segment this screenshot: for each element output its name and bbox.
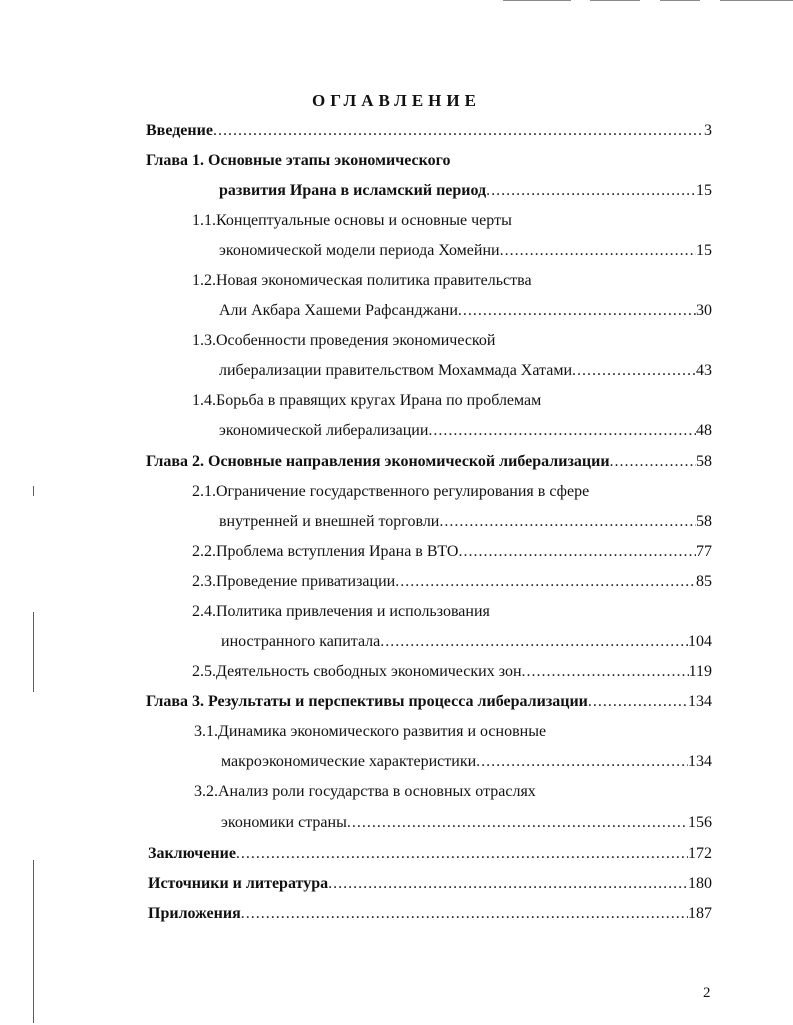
toc-section-2-1-heading: 2.1.Ограничение государственного регулирования в сфере: [192, 483, 590, 500]
toc-section-1-3-heading: 1.3.Особенности проведения экономической: [192, 332, 496, 349]
toc-section-1-2: [219, 301, 712, 321]
toc-page-number: 43: [696, 362, 712, 379]
toc-page-number: 134: [688, 693, 712, 710]
scan-artifact-top-1: [503, 0, 571, 1]
toc-page-number: 77: [696, 543, 712, 560]
toc-section-1-2-heading: 1.2.Новая экономическая политика правительства: [192, 272, 532, 289]
toc-entry-intro: [146, 121, 712, 141]
toc-leader-dots: [458, 542, 696, 562]
toc-leader-dots: [328, 874, 688, 894]
toc-leader-dots: [522, 662, 689, 682]
toc-entry-sources: [148, 874, 712, 894]
toc-label: макроэкономические характеристики: [221, 753, 477, 770]
toc-leader-dots: [380, 632, 688, 652]
toc-page-number: 58: [696, 513, 712, 530]
toc-section-2-4: [221, 632, 712, 652]
toc-page-number: 58: [696, 453, 712, 470]
toc-label: Заключение: [148, 845, 236, 862]
toc-section-1-4-heading: 1.4.Борьба в правящих кругах Ирана по проблемам: [192, 392, 542, 409]
toc-section-2-2: [192, 542, 712, 562]
toc-section-3-1: [221, 752, 712, 772]
toc-page-number: 172: [688, 845, 712, 862]
scan-artifact-left-3: [33, 860, 34, 1023]
toc-label: развития Ирана в исламский период: [219, 182, 487, 199]
toc-chapter-1: [219, 181, 712, 201]
toc-leader-dots: [476, 752, 688, 772]
toc-label: иностранного капитала: [221, 633, 381, 650]
toc-page-number: 104: [688, 633, 712, 650]
toc-label: внутренней и внешней торговли: [219, 513, 440, 530]
toc-page-number: 3: [704, 122, 712, 139]
toc-label: 2.3.Проведение приватизации: [192, 573, 396, 590]
toc-label: экономической модели периода Хомейни: [219, 242, 500, 259]
scan-artifact-left-2: [33, 612, 34, 692]
toc-leader-dots: [428, 421, 696, 441]
toc-page-number: 134: [688, 753, 712, 770]
toc-label: Глава 2. Основные направления экономической либерализации: [146, 453, 610, 470]
scan-artifact-top-3: [660, 0, 700, 1]
toc-leader-dots: [458, 301, 696, 321]
toc-label: экономики страны: [221, 814, 347, 831]
toc-section-2-5: [192, 662, 712, 682]
toc-leader-dots: [486, 181, 696, 201]
toc-label: Источники и литература: [148, 875, 329, 892]
toc-section-2-3: [192, 572, 712, 592]
toc-label: либерализации правительством Мохаммада Хатами: [219, 362, 573, 379]
toc-leader-dots: [572, 361, 696, 381]
toc-chapter-1-heading: Глава 1. Основные этапы экономического: [146, 152, 451, 169]
toc-leader-dots: [213, 121, 704, 141]
toc-label: Али Акбара Хашеми Рафсанджани: [219, 302, 458, 319]
toc-chapter-3: [146, 692, 712, 712]
toc-entry-conclusion: [148, 844, 712, 864]
toc-leader-dots: [395, 572, 696, 592]
toc-section-2-4-heading: 2.4.Политика привлечения и использования: [192, 603, 490, 620]
toc-section-2-1: [219, 512, 712, 532]
toc-leader-dots: [500, 241, 696, 261]
toc-leader-dots: [610, 452, 696, 472]
toc-leader-dots: [588, 692, 688, 712]
scan-artifact-top-4: [720, 0, 793, 1]
toc-label: Введение: [146, 122, 213, 139]
toc-label: 2.5.Деятельность свободных экономических зон: [192, 663, 522, 680]
toc-section-1-1: [219, 241, 712, 261]
toc-entry-appendix: [148, 904, 712, 924]
toc-page-number: 30: [696, 302, 712, 319]
toc-section-1-1-heading: 1.1.Концептуальные основы и основные черты: [192, 212, 512, 229]
toc-label: Приложения: [148, 905, 241, 922]
toc-section-3-2: [221, 813, 712, 833]
toc-page-number: 48: [696, 422, 712, 439]
toc-label: экономической либерализации: [219, 422, 429, 439]
toc-section-1-3: [219, 361, 712, 381]
page-number: 2: [703, 985, 711, 1001]
toc-page-number: 187: [688, 905, 712, 922]
toc-leader-dots: [241, 904, 688, 924]
toc-leader-dots: [236, 844, 688, 864]
toc-section-3-1-heading: 3.1.Динамика экономического развития и основные: [194, 723, 547, 740]
toc-label: Глава 3. Результаты и перспективы процесса либерализации: [146, 693, 588, 710]
toc-page-number: 156: [688, 814, 712, 831]
toc-label: 2.2.Проблема вступления Ирана в ВТО: [192, 543, 459, 560]
toc-page-number: 15: [696, 182, 712, 199]
scan-artifact-top-2: [590, 0, 640, 1]
toc-page-number: 15: [696, 242, 712, 259]
toc-chapter-2: [146, 452, 712, 472]
toc-section-1-4: [219, 421, 712, 441]
scan-artifact-left-1: [33, 486, 34, 496]
toc-leader-dots: [347, 813, 688, 833]
toc-page-number: 119: [688, 663, 712, 680]
toc-page-number: 180: [688, 875, 712, 892]
toc-section-3-2-heading: 3.2.Анализ роли государства в основных отраслях: [194, 783, 536, 800]
page-title: ОГЛАВЛЕНИЕ: [312, 91, 481, 110]
toc-leader-dots: [439, 512, 696, 532]
toc-page-number: 85: [696, 573, 712, 590]
